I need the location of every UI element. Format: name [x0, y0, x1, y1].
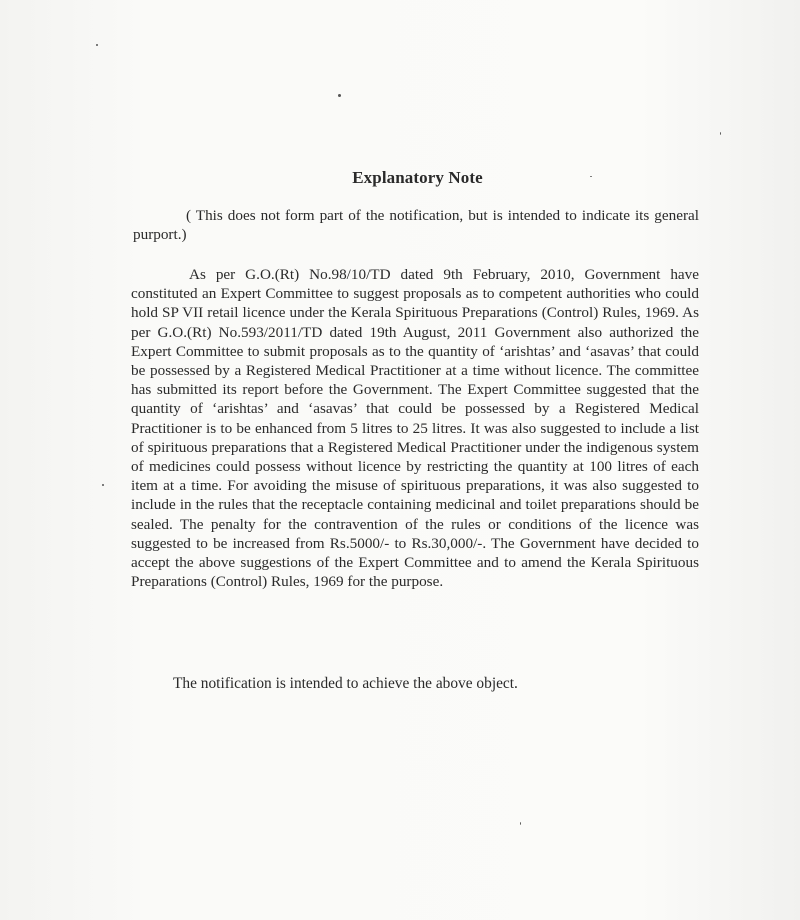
closing-paragraph: The notification is intended to achieve the above object.	[173, 675, 518, 692]
scan-speck	[96, 44, 98, 46]
intro-paragraph: ( This does not form part of the notification, but is intended to indicate its general purport.)	[133, 207, 699, 243]
scan-speck	[338, 94, 341, 97]
body-paragraph: As per G.O.(Rt) No.98/10/TD dated 9th February, 2010, Government have constituted an Expert Committee to suggest proposals as to competent authorities who could hold SP VII retail licence under the Kerala Spirituous Preparations (Control) Rules, 1969. As per G.O.(Rt) No.593/2011/TD dated 19th August, 2011 Government also authorized the Expert Committee to submit proposals as to the quantity of ‘arishtas’ and ‘asavas’ that could be possessed by a Registered Medical Practitioner at a time without licence. The committee has submitted its report before the Government. The Expert Committee suggested that the quantity of ‘arishtas’ and ‘asavas’ that could be possessed by a Registered Medical Practitioner is to be enhanced from 5 litres to 25 litres. It was also suggested to include a list of spirituous preparations that a Registered Medical Practitioner under the indigenous system of medicines could possess without licence by restricting the quantity at 100 litres of each item at a time. For avoiding the misuse of spirituous preparations, it was also suggested to include in the rules that the receptacle containing medicinal and toilet preparations should be sealed. The penalty for the contravention of the rules or conditions of the licence was suggested to be increased from Rs.5000/- to Rs.30,000/-. The Government have decided to accept the above suggestions of the Expert Committee and to amend the Kerala Spirituous Preparations (Control) Rules, 1969 for the purpose.	[131, 266, 699, 591]
scan-speck	[102, 484, 104, 486]
scan-speck	[520, 822, 521, 825]
page-title: Explanatory Note	[352, 168, 483, 187]
scan-speck	[720, 132, 721, 135]
